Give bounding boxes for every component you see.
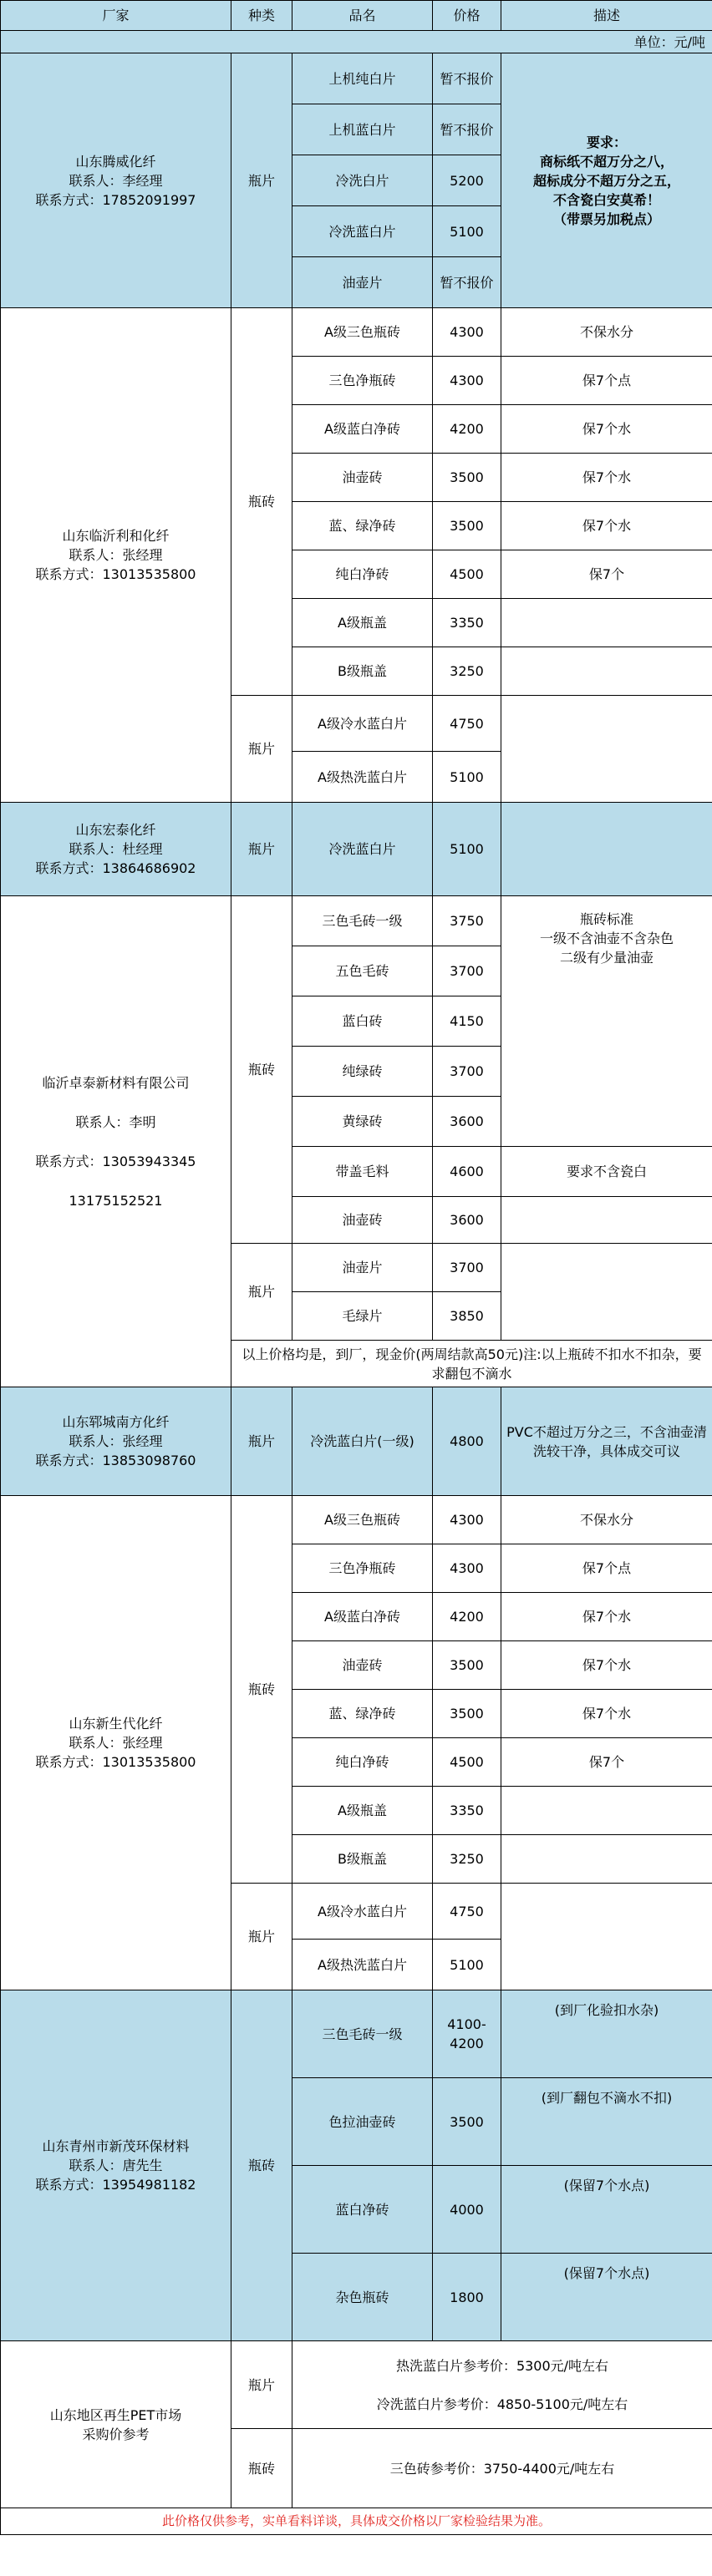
category-cell: 瓶片 bbox=[231, 53, 292, 308]
table-row bbox=[1, 53, 712, 104]
category-cell: 瓶砖 bbox=[231, 896, 292, 1244]
supplier-lihe bbox=[1, 308, 231, 803]
product-name: 五色毛砖 bbox=[292, 946, 433, 996]
market-title: 山东地区再生PET市场 采购价参考 bbox=[1, 2341, 231, 2508]
product-price: 4200 bbox=[433, 405, 501, 454]
product-name: B级瓶盖 bbox=[292, 1835, 433, 1884]
header-category: 种类 bbox=[231, 1, 292, 31]
supplier-contact: 联系人：李明 bbox=[75, 1113, 156, 1130]
product-price: 4500 bbox=[433, 1738, 501, 1787]
product-name: A级蓝白净砖 bbox=[292, 1593, 433, 1641]
product-desc: (保留7个水点) bbox=[501, 2254, 712, 2341]
table-row bbox=[1, 308, 712, 357]
product-price: 5100 bbox=[433, 206, 501, 257]
product-price: 3250 bbox=[433, 647, 501, 696]
product-name: 油壶砖 bbox=[292, 454, 433, 502]
product-name: 上机蓝白片 bbox=[292, 104, 433, 155]
category-cell: 瓶片 bbox=[231, 1884, 292, 1990]
product-desc bbox=[501, 1244, 712, 1341]
supplier-name: 山东宏泰化纤 bbox=[75, 822, 156, 838]
product-desc: 保7个水 bbox=[501, 405, 712, 454]
product-name: A级热洗蓝白片 bbox=[292, 1940, 433, 1990]
product-desc: 保7个水 bbox=[501, 1641, 712, 1690]
header-price: 价格 bbox=[433, 1, 501, 31]
product-price: 4300 bbox=[433, 308, 501, 357]
supplier-contact: 联系人：张经理 bbox=[69, 1433, 163, 1449]
supplier-hongtai bbox=[1, 803, 231, 896]
product-name: 冷洗蓝白片 bbox=[292, 803, 433, 896]
product-name: 蓝白砖 bbox=[292, 996, 433, 1047]
supplier-name: 山东郓城南方化纤 bbox=[62, 1414, 170, 1430]
product-price: 4750 bbox=[433, 1884, 501, 1940]
zhuotai-note: 以上价格均是，到厂，现金价(两周结款高50元)注:以上瓶砖不扣水不扣杂，要求翻包不滴水 bbox=[231, 1341, 712, 1387]
product-price: 4100- 4200 bbox=[433, 1990, 501, 2078]
product-price: 4300 bbox=[433, 357, 501, 405]
product-price: 4600 bbox=[433, 1147, 501, 1197]
product-desc bbox=[501, 696, 712, 803]
product-price: 3600 bbox=[433, 1097, 501, 1147]
supplier-zhuotai bbox=[1, 896, 231, 1387]
product-name: A级三色瓶砖 bbox=[292, 1496, 433, 1544]
unit-row bbox=[1, 31, 712, 53]
product-price: 3700 bbox=[433, 1047, 501, 1097]
supplier-phone: 联系方式：17852091997 bbox=[35, 191, 196, 208]
product-name: A级冷水蓝白片 bbox=[292, 696, 433, 752]
supplier-phone-2: 13175152521 bbox=[69, 1192, 163, 1209]
product-price: 3250 bbox=[433, 1835, 501, 1884]
product-price: 3500 bbox=[433, 2078, 501, 2166]
supplier-nanfang bbox=[1, 1387, 231, 1496]
product-price: 暂不报价 bbox=[433, 104, 501, 155]
product-name: 冷洗蓝白片 bbox=[292, 206, 433, 257]
table-header-row bbox=[1, 1, 712, 31]
category-cell: 瓶砖 bbox=[231, 1990, 292, 2341]
product-desc: 保7个水 bbox=[501, 1593, 712, 1641]
product-name: 三色毛砖一级 bbox=[292, 896, 433, 946]
product-name: 杂色瓶砖 bbox=[292, 2254, 433, 2341]
category-cell: 瓶砖 bbox=[231, 308, 292, 696]
supplier-xinmao bbox=[1, 1990, 231, 2341]
product-name: 黄绿砖 bbox=[292, 1097, 433, 1147]
product-desc: 保7个水 bbox=[501, 502, 712, 550]
table-row bbox=[1, 1990, 712, 2078]
product-name: A级蓝白净砖 bbox=[292, 405, 433, 454]
product-price: 4000 bbox=[433, 2166, 501, 2254]
supplier-tengwei bbox=[1, 53, 231, 308]
supplier-phone: 联系方式：13013535800 bbox=[35, 1754, 196, 1770]
footnote-row bbox=[1, 2508, 712, 2535]
zhuotai-standard-desc: 瓶砖标准 一级不含油壶不含杂色 二级有少量油壶 bbox=[501, 896, 712, 1147]
product-price: 4500 bbox=[433, 550, 501, 599]
supplier-contact: 联系人：唐先生 bbox=[69, 2158, 163, 2173]
product-price: 3700 bbox=[433, 1244, 501, 1292]
product-name: 带盖毛料 bbox=[292, 1147, 433, 1197]
product-desc bbox=[501, 1884, 712, 1990]
category-cell: 瓶片 bbox=[231, 696, 292, 803]
header-supplier: 厂家 bbox=[1, 1, 231, 31]
supplier-contact: 联系人：张经理 bbox=[69, 547, 163, 563]
table-row bbox=[1, 803, 712, 896]
market-brick-price: 三色砖参考价：3750-4400元/吨左右 bbox=[292, 2429, 712, 2508]
product-name: A级热洗蓝白片 bbox=[292, 752, 433, 803]
product-price: 3350 bbox=[433, 599, 501, 647]
product-desc: (到厂化验扣水杂) bbox=[501, 1990, 712, 2078]
product-desc bbox=[501, 803, 712, 896]
product-name: 纯白净砖 bbox=[292, 1738, 433, 1787]
product-price: 3700 bbox=[433, 946, 501, 996]
product-desc bbox=[501, 647, 712, 696]
product-name: 冷洗蓝白片(一级) bbox=[292, 1387, 433, 1496]
product-desc: 保7个水 bbox=[501, 454, 712, 502]
product-desc: 保7个 bbox=[501, 1738, 712, 1787]
product-price: 3350 bbox=[433, 1787, 501, 1835]
category-cell: 瓶片 bbox=[231, 2341, 292, 2429]
product-desc: 不保水分 bbox=[501, 308, 712, 357]
supplier-phone: 联系方式：13013535800 bbox=[35, 566, 196, 582]
supplier-phone: 联系方式：13954981182 bbox=[35, 2177, 196, 2193]
supplier-name: 山东腾威化纤 bbox=[75, 153, 156, 170]
product-name: B级瓶盖 bbox=[292, 647, 433, 696]
supplier-contact: 联系人：张经理 bbox=[69, 1735, 163, 1751]
header-product: 品名 bbox=[292, 1, 433, 31]
product-desc: 不保水分 bbox=[501, 1496, 712, 1544]
product-desc bbox=[501, 599, 712, 647]
product-price: 3750 bbox=[433, 896, 501, 946]
product-desc bbox=[501, 1835, 712, 1884]
product-price: 暂不报价 bbox=[433, 53, 501, 104]
product-name: 蓝、绿净砖 bbox=[292, 1690, 433, 1738]
table-row bbox=[1, 2341, 712, 2429]
product-name: 上机纯白片 bbox=[292, 53, 433, 104]
table-row bbox=[1, 1387, 712, 1496]
product-price: 3600 bbox=[433, 1197, 501, 1244]
product-price: 3500 bbox=[433, 502, 501, 550]
product-price: 4300 bbox=[433, 1544, 501, 1593]
table-row bbox=[1, 896, 712, 946]
product-price: 5100 bbox=[433, 752, 501, 803]
product-price: 5100 bbox=[433, 803, 501, 896]
product-price: 3500 bbox=[433, 454, 501, 502]
product-desc bbox=[501, 1787, 712, 1835]
product-name: 油壶砖 bbox=[292, 1641, 433, 1690]
supplier-phone: 联系方式：13853098760 bbox=[35, 1453, 196, 1468]
market-flake-line-2: 冷洗蓝白片参考价：4850-5100元/吨左右 bbox=[376, 2396, 628, 2412]
product-name: 三色毛砖一级 bbox=[292, 1990, 433, 2078]
product-desc: (保留7个水点) bbox=[501, 2166, 712, 2254]
product-price: 5100 bbox=[433, 1940, 501, 1990]
product-desc: 保7个水 bbox=[501, 1690, 712, 1738]
product-price: 3850 bbox=[433, 1292, 501, 1341]
product-price: 4150 bbox=[433, 996, 501, 1047]
supplier-name: 山东青州市新茂环保材料 bbox=[42, 2138, 190, 2154]
supplier-contact: 联系人：杜经理 bbox=[69, 841, 163, 857]
product-name: 纯绿砖 bbox=[292, 1047, 433, 1097]
market-flake-prices bbox=[292, 2341, 712, 2429]
product-name: 油壶片 bbox=[292, 257, 433, 308]
product-name: 冷洗白片 bbox=[292, 155, 433, 206]
product-price: 1800 bbox=[433, 2254, 501, 2341]
product-price: 4200 bbox=[433, 1593, 501, 1641]
product-desc: (到厂翻包不滴水不扣) bbox=[501, 2078, 712, 2166]
zhuotai-lid-desc: 要求不含瓷白 bbox=[501, 1147, 712, 1197]
product-price: 4750 bbox=[433, 696, 501, 752]
category-cell: 瓶砖 bbox=[231, 2429, 292, 2508]
footnote: 此价格仅供参考，实单看料详谈，具体成交价格以厂家检验结果为准。 bbox=[1, 2508, 712, 2535]
product-price: 3500 bbox=[433, 1690, 501, 1738]
product-price: 4300 bbox=[433, 1496, 501, 1544]
product-name: A级冷水蓝白片 bbox=[292, 1884, 433, 1940]
category-cell: 瓶片 bbox=[231, 1244, 292, 1341]
product-name: 三色净瓶砖 bbox=[292, 1544, 433, 1593]
product-name: 油壶片 bbox=[292, 1244, 433, 1292]
category-cell: 瓶片 bbox=[231, 1387, 292, 1496]
supplier-phone: 联系方式：13053943345 bbox=[35, 1153, 196, 1169]
product-name: 色拉油壶砖 bbox=[292, 2078, 433, 2166]
product-desc: 保7个点 bbox=[501, 1544, 712, 1593]
supplier-contact: 联系人：李经理 bbox=[69, 172, 163, 189]
market-flake-line-1: 热洗蓝白片参考价：5300元/吨左右 bbox=[395, 2357, 609, 2374]
nanfang-desc: PVC不超过万分之三，不含油壶清洗较干净，具体成交可议 bbox=[501, 1387, 712, 1496]
product-price: 3500 bbox=[433, 1641, 501, 1690]
product-name: 三色净瓶砖 bbox=[292, 357, 433, 405]
product-name: 蓝白净砖 bbox=[292, 2166, 433, 2254]
product-name: 毛绿片 bbox=[292, 1292, 433, 1341]
product-name: A级瓶盖 bbox=[292, 599, 433, 647]
product-desc bbox=[501, 1197, 712, 1244]
supplier-name: 山东临沂利和化纤 bbox=[62, 528, 170, 544]
tengwei-desc: 要求： 商标纸不超万分之八， 超标成分不超万分之五， 不含瓷白安莫希！ （带票另加税点） bbox=[501, 53, 712, 308]
header-desc: 描述 bbox=[501, 1, 712, 31]
product-price: 5200 bbox=[433, 155, 501, 206]
product-price: 4800 bbox=[433, 1387, 501, 1496]
unit-label: 单位：元/吨 bbox=[1, 31, 712, 53]
supplier-name: 临沂卓泰新材料有限公司 bbox=[42, 1074, 190, 1091]
category-cell: 瓶砖 bbox=[231, 1496, 292, 1884]
supplier-phone: 联系方式：13864686902 bbox=[35, 860, 196, 876]
supplier-name: 山东新生代化纤 bbox=[69, 1716, 163, 1732]
product-desc: 保7个 bbox=[501, 550, 712, 599]
table-row bbox=[1, 1496, 712, 1544]
product-name: A级三色瓶砖 bbox=[292, 308, 433, 357]
product-price: 暂不报价 bbox=[433, 257, 501, 308]
product-name: A级瓶盖 bbox=[292, 1787, 433, 1835]
product-name: 纯白净砖 bbox=[292, 550, 433, 599]
product-name: 油壶砖 bbox=[292, 1197, 433, 1244]
supplier-xinsheng bbox=[1, 1496, 231, 1990]
product-desc: 保7个点 bbox=[501, 357, 712, 405]
product-name: 蓝、绿净砖 bbox=[292, 502, 433, 550]
category-cell: 瓶片 bbox=[231, 803, 292, 896]
